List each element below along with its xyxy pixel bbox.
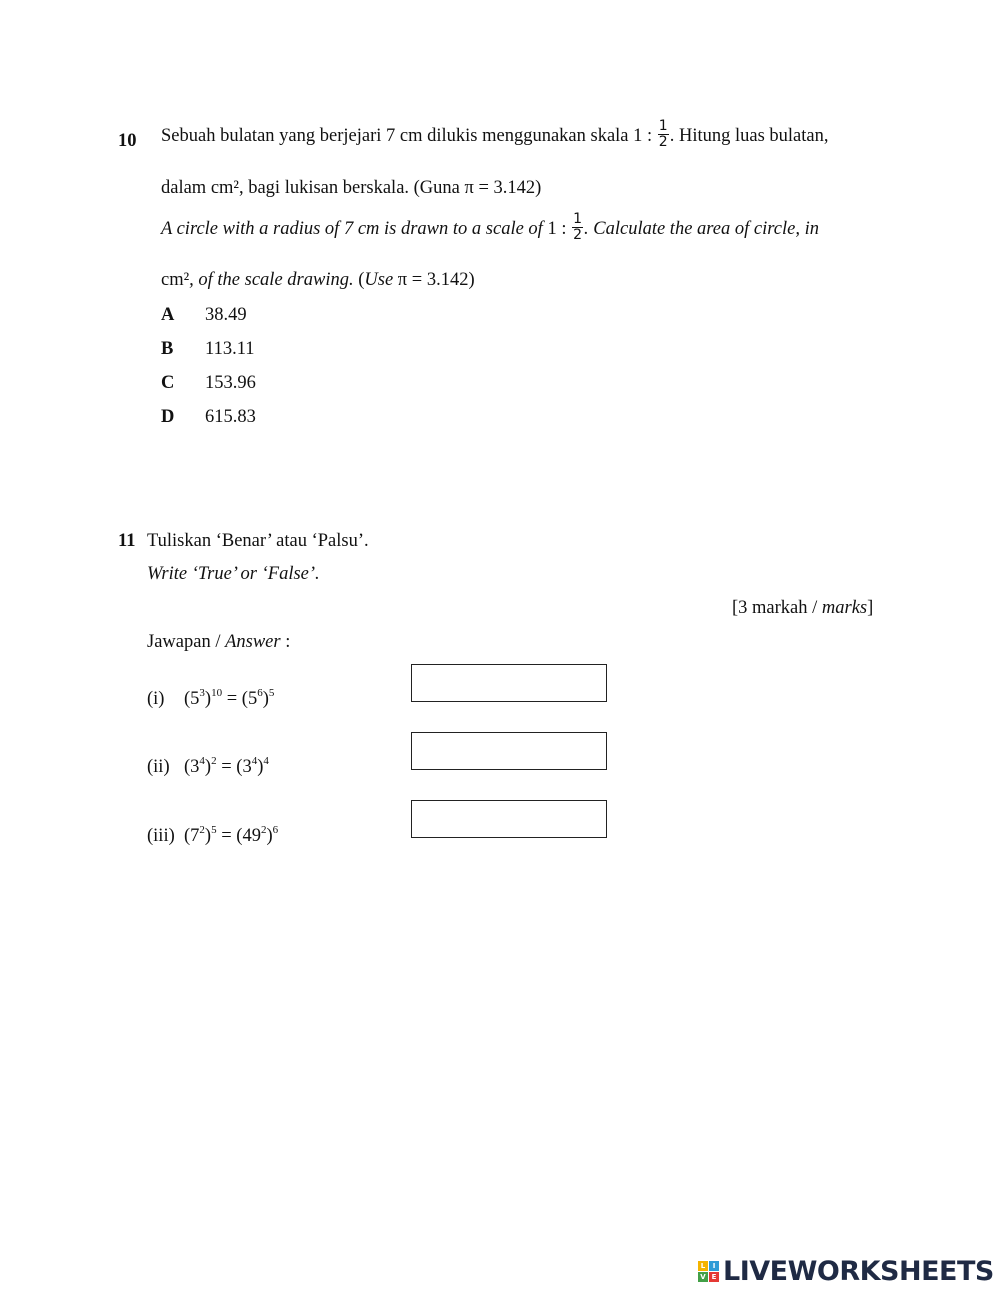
expr-exponent: 6 [257,686,263,699]
marks-italic: marks [821,598,868,618]
expr-exponent: 6 [272,823,279,836]
item-iii-label: (iii) [147,826,175,846]
q10-en-fraction [572,212,583,243]
option-b-value: 113.11 [205,339,255,359]
answer-label-colon: : [280,632,291,652]
q10-ms-text-pre: Sebuah bulatan yang berjejari 7 cm dilukis menggunakan skala 1 : [161,125,653,146]
answer-box-ii[interactable] [411,732,607,770]
item-ii-label: (ii) [147,757,170,777]
expr-part: (5 [241,689,258,709]
expr-part: (49 [236,826,261,846]
expr-part: ) [204,757,212,777]
expr-part: ) [257,757,264,777]
expr-exponent: 5 [268,686,275,699]
answer-label-en: Answer [225,632,281,652]
option-a-value: 38.49 [205,305,247,325]
expr-exponent: 2 [260,823,267,836]
q10-en-frac-numerator: 1 [573,211,582,227]
item-ii-expression [184,754,269,778]
marks-close: ] [867,598,874,618]
option-b-letter: B [161,339,174,359]
expr-equals: = [222,689,242,709]
expr-part: ) [204,689,212,709]
expr-exponent: 5 [211,823,217,836]
expr-exponent: 2 [211,754,217,767]
answer-label [147,632,290,653]
expr-exponent: 10 [211,686,223,699]
expr-exponent: 4 [199,754,205,767]
logo-square: L [698,1261,708,1271]
liveworksheets-logo [698,1254,994,1288]
q10-ms-text-post: . Hitung luas bulatan, [669,125,829,146]
option-d-value: 615.83 [205,407,256,427]
answer-box-iii[interactable] [411,800,607,838]
expr-part: (5 [184,689,200,709]
q10-en-paren-rest: π = 3.142) [393,270,475,290]
expr-equals: = [216,757,237,777]
q10-en-unit: cm² [161,270,190,290]
question-10-malay-line1 [161,118,829,152]
q10-ms-fraction [658,119,669,150]
marks-label [732,598,873,619]
logo-square: V [698,1272,708,1282]
expr-part: ) [262,689,269,709]
question-10-english-line2 [161,270,475,291]
expr-part: (3 [184,757,200,777]
question-10-english-line1 [161,211,819,245]
logo-square: E [709,1272,719,1282]
q10-en-use: Use [364,270,394,290]
q10-en-frac-denominator: 2 [573,227,582,243]
q10-en-mid: , of the scale drawing. [189,270,354,290]
expr-exponent: 2 [199,823,205,836]
question-10-number: 10 [118,131,137,151]
q10-ms-frac-denominator: 2 [658,134,668,150]
answer-label-ms: Jawapan / [147,632,221,652]
marks-open: [3 markah / [732,598,818,618]
question-10-malay-line2: dalam cm², bagi lukisan berskala. (Guna π = 3.142) [161,178,542,198]
expr-exponent: 4 [263,754,269,767]
logo-square: I [709,1261,719,1271]
question-11-malay-instruction: Tuliskan ‘Benar’ atau ‘Palsu’. [147,531,369,551]
answer-box-i[interactable] [411,664,607,702]
option-c-value: 153.96 [205,373,256,393]
q10-en-text-post: . Calculate the area of circle, in [584,218,819,239]
question-11-english-instruction: Write ‘True’ or ‘False’. [147,564,320,584]
question-11-number: 11 [118,531,136,551]
option-d-letter: D [161,407,175,427]
logo-squares-icon [698,1261,719,1282]
item-i-expression [184,686,275,710]
q10-en-paren-open: ( [353,270,365,290]
option-c-letter: C [161,373,175,393]
expr-part: (7 [184,826,200,846]
expr-exponent: 4 [251,754,258,767]
option-a-letter: A [161,305,175,325]
item-i-label: (i) [147,689,165,709]
expr-part: (3 [236,757,252,777]
q10-en-ratio: 1 : [547,218,567,239]
expr-part: ) [204,826,212,846]
q10-ms-frac-numerator: 1 [658,118,668,134]
logo-text: LIVEWORKSHEETS [723,1255,994,1287]
q10-en-text-pre: A circle with a radius of 7 cm is drawn to a scale of [161,218,543,239]
item-iii-expression [184,823,279,847]
expr-equals: = [216,826,237,846]
expr-exponent: 3 [199,686,205,699]
expr-part: ) [266,826,273,846]
